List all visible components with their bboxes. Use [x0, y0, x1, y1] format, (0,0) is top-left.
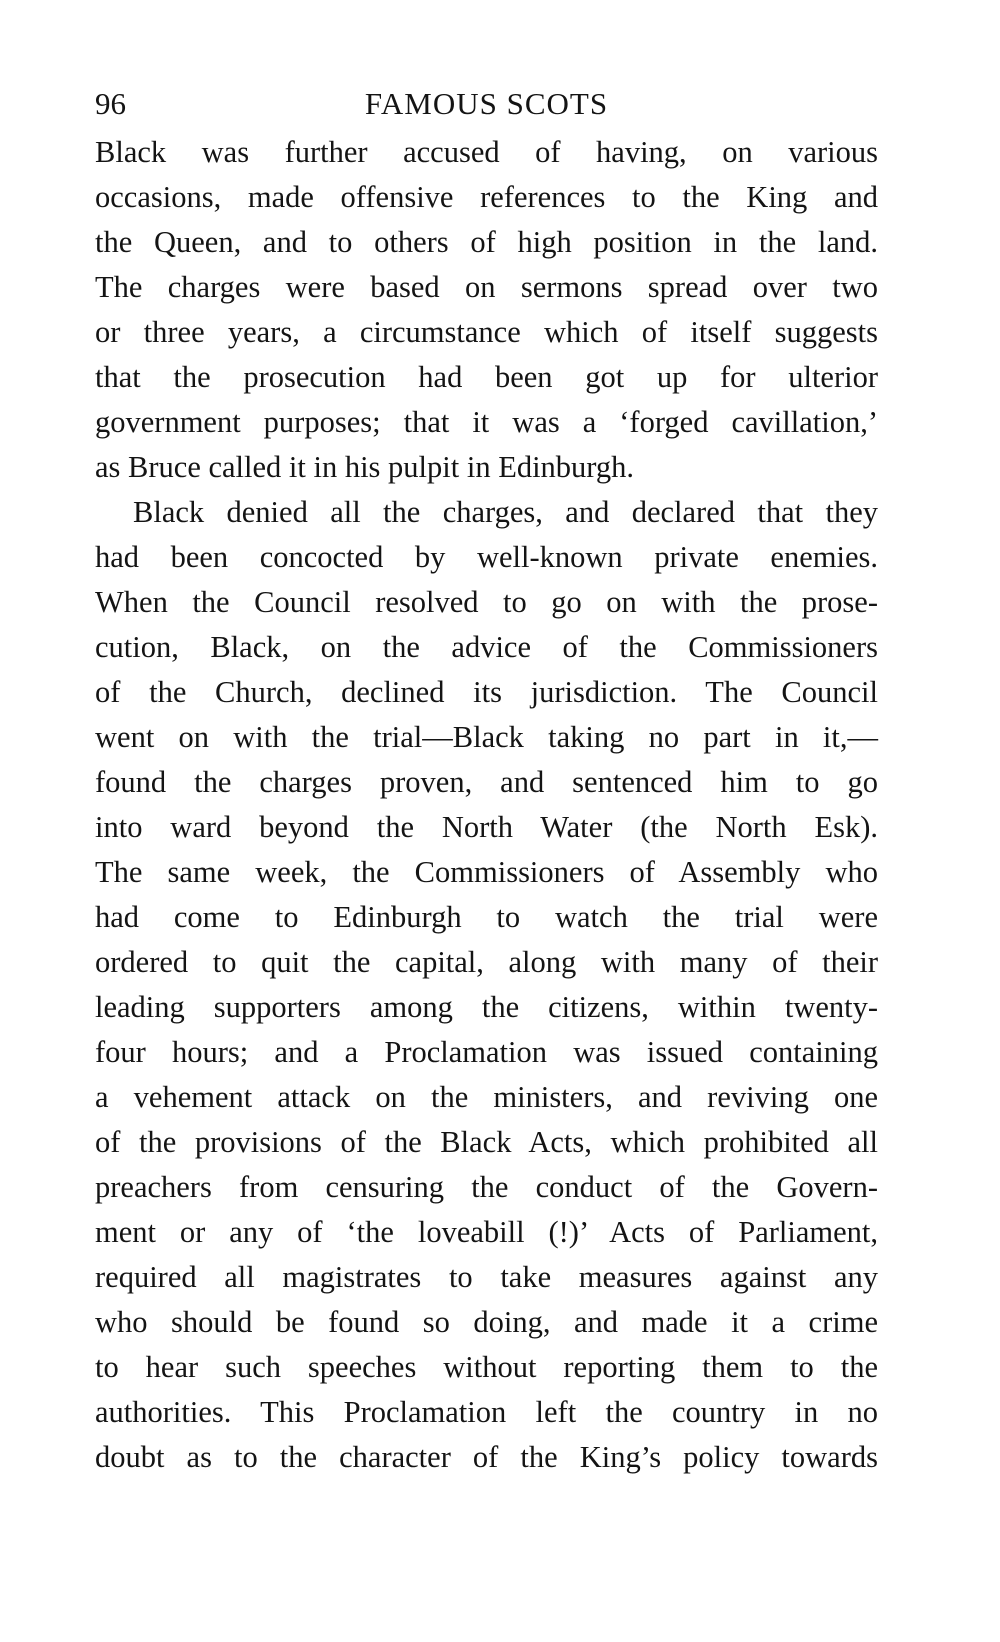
text-line: or three years, a circumstance which of itself suggests: [95, 315, 878, 349]
text-line: The same week, the Commissioners of Assembly who: [95, 855, 878, 889]
book-page: [95, 78, 878, 1480]
running-head: [95, 78, 878, 130]
text-line: into ward beyond the North Water (the North Esk).: [95, 810, 878, 844]
text-line: ordered to quit the capital, along with many of their: [95, 945, 878, 979]
paragraph: [95, 130, 878, 490]
text-line: of the Church, declined its jurisdiction. The Council: [95, 675, 878, 709]
text-line: of the provisions of the Black Acts, which prohibited all: [95, 1125, 878, 1159]
text-line: authorities. This Proclamation left the country in no: [95, 1395, 878, 1429]
text-line: had come to Edinburgh to watch the trial were: [95, 900, 878, 934]
text-line: to hear such speeches without reporting them to the: [95, 1350, 878, 1384]
text-line: went on with the trial—Black taking no part in it,—: [95, 720, 878, 754]
text-line: who should be found so doing, and made it a crime: [95, 1305, 878, 1339]
text-line: ment or any of ‘the loveabill (!)’ Acts of Parliament,: [95, 1215, 878, 1249]
text-line: that the prosecution had been got up for ulterior: [95, 360, 878, 394]
text-line: four hours; and a Proclamation was issued containing: [95, 1035, 878, 1069]
text-line: Black was further accused of having, on various: [95, 135, 878, 169]
text-line: as Bruce called it in his pulpit in Edinburgh.: [95, 450, 635, 484]
text-line: a vehement attack on the ministers, and reviving one: [95, 1080, 878, 1114]
body-text: [95, 130, 878, 1480]
text-line: government purposes; that it was a ‘forged cavillation,’: [95, 405, 878, 439]
text-line: the Queen, and to others of high position in the land.: [95, 225, 878, 259]
text-line: cution, Black, on the advice of the Commissioners: [95, 630, 878, 664]
text-line: required all magistrates to take measures against any: [95, 1260, 878, 1294]
text-line: occasions, made offensive references to the King and: [95, 180, 878, 214]
text-line: The charges were based on sermons spread over two: [95, 270, 878, 304]
running-title: FAMOUS SCOTS: [364, 86, 609, 121]
text-line: found the charges proven, and sentenced him to go: [95, 765, 878, 799]
paragraph: [95, 490, 878, 1480]
text-line: Black denied all the charges, and declared that they: [133, 495, 878, 529]
text-line: had been concocted by well-known private enemies.: [95, 540, 878, 574]
text-line: leading supporters among the citizens, within twenty-: [95, 990, 878, 1024]
text-line: When the Council resolved to go on with the prose-: [95, 585, 878, 619]
text-line: doubt as to the character of the King’s policy towards: [95, 1440, 878, 1474]
text-line: preachers from censuring the conduct of the Govern-: [95, 1170, 878, 1204]
page-number: 96: [95, 86, 126, 121]
